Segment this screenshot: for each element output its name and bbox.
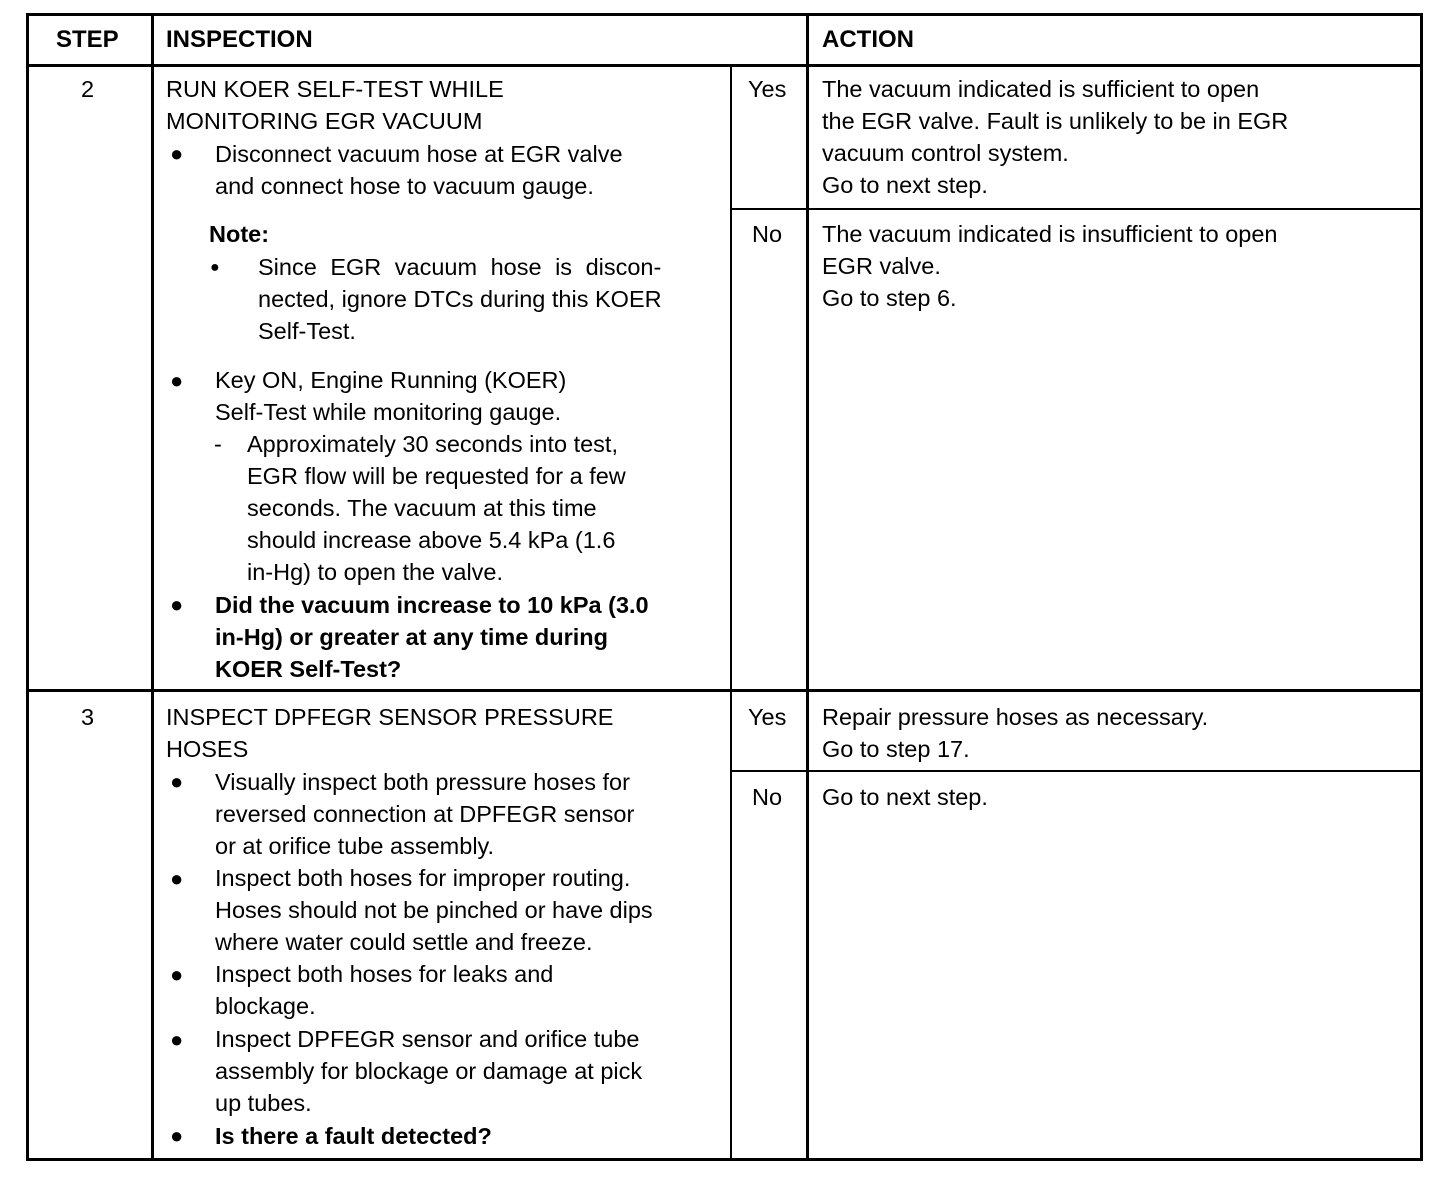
step-column-divider [151, 13, 154, 1161]
action-line: Go to step 17. [822, 736, 970, 762]
table-border-right [1420, 13, 1423, 1161]
inspection-step-line: Hoses should not be pinched or have dips [215, 897, 653, 923]
header-action: ACTION [822, 26, 914, 53]
no-label: No [752, 221, 783, 247]
action-column-divider [806, 13, 809, 1161]
note-line: nected, ignore DTCs during this KOER [258, 286, 662, 312]
inspection-step-line: up tubes. [215, 1090, 312, 1116]
header-step: STEP [56, 26, 119, 53]
inspection-step-line: blockage. [215, 993, 316, 1019]
inspection-step-line: Inspect both hoses for leaks and [215, 961, 554, 987]
action-line: Go to step 6. [822, 285, 957, 311]
inspection-title-line: RUN KOER SELF-TEST WHILE [166, 76, 504, 102]
header-inspection: INSPECTION [166, 26, 313, 53]
bullet-icon: ● [170, 592, 184, 617]
inspection-title-line: HOSES [166, 736, 249, 762]
sub-item-line: in-Hg) to open the valve. [247, 559, 504, 585]
inspection-step-line: Inspect both hoses for improper routing. [215, 865, 631, 891]
no-label: No [752, 784, 783, 810]
note-label: Note: [209, 221, 270, 247]
sub-item-line: should increase above 5.4 kPa (1.6 [247, 527, 616, 553]
step-number: 3 [81, 704, 95, 730]
bullet-icon: ● [210, 259, 220, 276]
bullet-icon: ● [170, 1123, 184, 1148]
bullet-icon: ● [170, 141, 184, 166]
bullet-icon: ● [170, 769, 184, 794]
action-line: The vacuum indicated is sufficient to open [822, 76, 1260, 102]
action-line: the EGR valve. Fault is unlikely to be in EGR [822, 108, 1289, 134]
inspection-title-line: MONITORING EGR VACUUM [166, 108, 483, 134]
inspection-title-line: INSPECT DPFEGR SENSOR PRESSURE [166, 704, 614, 730]
bullet-icon: ● [170, 962, 184, 987]
inspection-step-line: Self-Test while monitoring gauge. [215, 399, 562, 425]
action-line: Go to next step. [822, 784, 988, 810]
inspection-step-line: Inspect DPFEGR sensor and orifice tube [215, 1026, 640, 1052]
table-border-bottom [26, 1158, 1423, 1161]
sub-item-line: Approximately 30 seconds into test, [247, 431, 618, 457]
action-line: vacuum control system. [822, 140, 1069, 166]
action-line: Go to next step. [822, 172, 988, 198]
inspection-step-line: and connect hose to vacuum gauge. [215, 173, 594, 199]
yes-label: Yes [748, 704, 787, 730]
question-line: KOER Self-Test? [215, 656, 402, 682]
bullet-icon: ● [170, 368, 184, 393]
action-line: EGR valve. [822, 253, 941, 279]
note-line: Self-Test. [258, 318, 356, 344]
row3-yes-no-divider [731, 770, 1423, 772]
note-line: Since EGR vacuum hose is discon- [258, 254, 662, 280]
question-line: Is there a fault detected? [215, 1123, 492, 1149]
action-line: Repair pressure hoses as necessary. [822, 704, 1209, 730]
yes-label: Yes [748, 76, 787, 102]
action-line: The vacuum indicated is insufficient to open [822, 221, 1278, 247]
inspection-step-line: where water could settle and freeze. [215, 929, 593, 955]
question-line: in-Hg) or greater at any time during [215, 624, 609, 650]
table-border-left [26, 13, 29, 1161]
bullet-icon: ● [170, 1027, 184, 1052]
step-number: 2 [81, 76, 95, 102]
bullet-icon: ● [170, 866, 184, 891]
table-border-top [26, 13, 1423, 16]
inspection-step-line: reversed connection at DPFEGR sensor [215, 801, 635, 827]
inspection-step-line: Disconnect vacuum hose at EGR valve [215, 141, 623, 167]
sub-item-line: seconds. The vacuum at this time [247, 495, 597, 521]
sub-item-dash: - [214, 431, 222, 457]
inspection-step-line: assembly for blockage or damage at pick [215, 1058, 643, 1084]
row-divider [26, 689, 1423, 692]
inspection-step-line: Visually inspect both pressure hoses for [215, 769, 630, 795]
inspection-step-line: Key ON, Engine Running (KOER) [215, 367, 567, 393]
sub-item-line: EGR flow will be requested for a few [247, 463, 626, 489]
header-divider [26, 64, 1423, 67]
question-line: Did the vacuum increase to 10 kPa (3.0 [215, 592, 649, 618]
inspection-step-line: or at orifice tube assembly. [215, 833, 495, 859]
row2-yes-no-divider [731, 208, 1423, 210]
yesno-column-divider [730, 66, 732, 1161]
